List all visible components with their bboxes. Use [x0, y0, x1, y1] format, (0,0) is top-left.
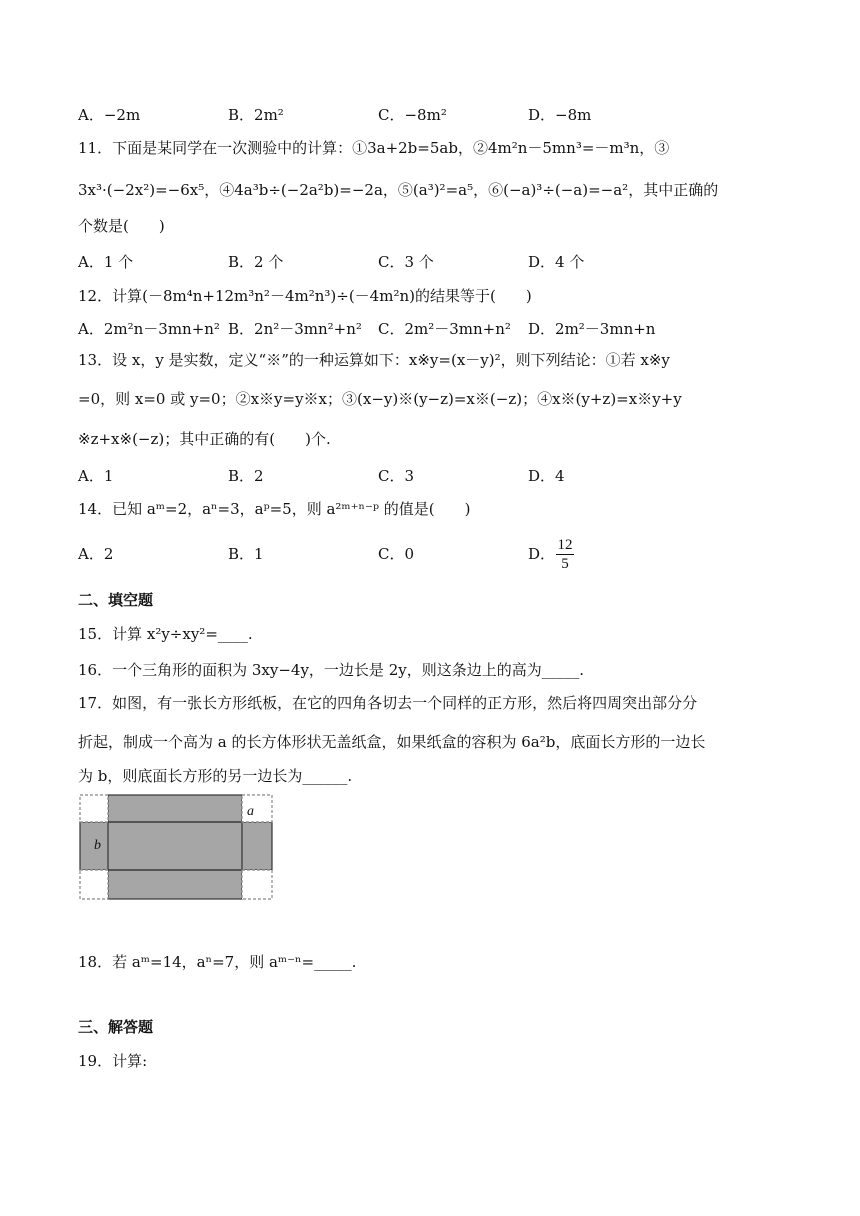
q12-line1: 12．计算(－8m⁴n+12m³n²－4m²n³)÷(－4m²n)的结果等于( ): [78, 287, 532, 305]
option-d: D．4: [528, 467, 565, 485]
q11-line2: 3x³·(−2x²)=−6x⁵，④4a³b÷(−2a²b)=−2a，⑤(a³)²=a⁵，⑥(−a)³÷(−a)=−a²，其中正确的: [78, 181, 719, 199]
q13-options: [78, 464, 778, 488]
option-d: D．: [528, 545, 556, 563]
q14-line1: 14．已知 aᵐ=2，aⁿ=3，aᵖ=5，则 a²ᵐ⁺ⁿ⁻ᵖ 的值是( ): [78, 500, 471, 518]
q17-line2: 折起，制成一个高为 a 的长方体形状无盖纸盒，如果纸盒的容积为 6a²b，底面长方形的一边长: [78, 733, 706, 751]
q14-options: [78, 542, 778, 566]
cut-corner-top-left: [80, 795, 108, 822]
box-side-flaps: [80, 822, 272, 870]
option-c: C．3 个: [378, 253, 434, 271]
option-c: C．3: [378, 467, 415, 485]
q13-line3: ※z+x※(−z)；其中正确的有( )个.: [78, 430, 331, 448]
q11-line3: 个数是( ): [78, 217, 165, 235]
option-d: D．2m²－3mn+n: [528, 320, 656, 338]
option-a: A．−2m: [78, 106, 141, 124]
label-a: a: [247, 804, 254, 819]
option-a: A．1 个: [78, 253, 134, 271]
q17-line1: 17．如图，有一张长方形纸板，在它的四角各切去一个同样的正方形，然后将四周突出部分分: [78, 694, 698, 712]
option-b: B．2 个: [228, 253, 284, 271]
option-c: C．2m²－3mn+n²: [378, 320, 511, 338]
option-c: C．0: [378, 545, 415, 563]
option-d-fraction: [556, 536, 574, 573]
q16: 16．一个三角形的面积为 3xy−4y，一边长是 2y，则这条边上的高为_____.: [78, 661, 584, 679]
section-fill-in-blank-title: 二、填空题: [78, 591, 154, 609]
q11-line1: 11．下面是某同学在一次测验中的计算：①3a+2b=5ab，②4m²n－5mn³=－m³n，③: [78, 139, 670, 157]
option-b: B．2n²－3mn²+n²: [228, 320, 362, 338]
option-d: D．4 个: [528, 253, 585, 271]
option-a: A．2: [78, 545, 114, 563]
cut-corner-bottom-left: [80, 870, 108, 899]
section-solve-title: 三、解答题: [78, 1018, 154, 1036]
fraction-numerator: 12: [557, 537, 573, 553]
cut-corner-bottom-right: [242, 870, 272, 899]
q10-options: [78, 103, 778, 127]
option-b: B．2: [228, 467, 264, 485]
label-b: b: [94, 838, 101, 853]
option-a: A．1: [78, 467, 114, 485]
option-b: B．2m²: [228, 106, 284, 124]
option-c: C．−8m²: [378, 106, 447, 124]
q11-options: [78, 250, 778, 274]
q17-line3: 为 b，则底面长方形的另一边长为______.: [78, 767, 353, 785]
fraction-denominator: 5: [561, 556, 569, 572]
q15: 15．计算 x²y÷xy²=____.: [78, 625, 253, 643]
q13-line2: =0，则 x=0 或 y=0；②x※y=y※x；③(x−y)※(y−z)=x※(−z)；④x※(y+z)=x※y+y: [78, 390, 682, 408]
q18: 18．若 aᵐ=14，aⁿ=7，则 aᵐ⁻ⁿ=_____.: [78, 953, 357, 971]
option-d: D．−8m: [528, 106, 592, 124]
option-a: A．2m²n－3mn+n²: [78, 320, 220, 338]
q12-options: [78, 317, 778, 341]
q19: 19．计算:: [78, 1052, 148, 1070]
q13-line1: 13．设 x，y 是实数，定义“※”的一种运算如下：x※y=(x－y)²，则下列结论：①若 x※y: [78, 351, 670, 369]
option-b: B．1: [228, 545, 264, 563]
cardboard-net-figure: [78, 793, 274, 901]
